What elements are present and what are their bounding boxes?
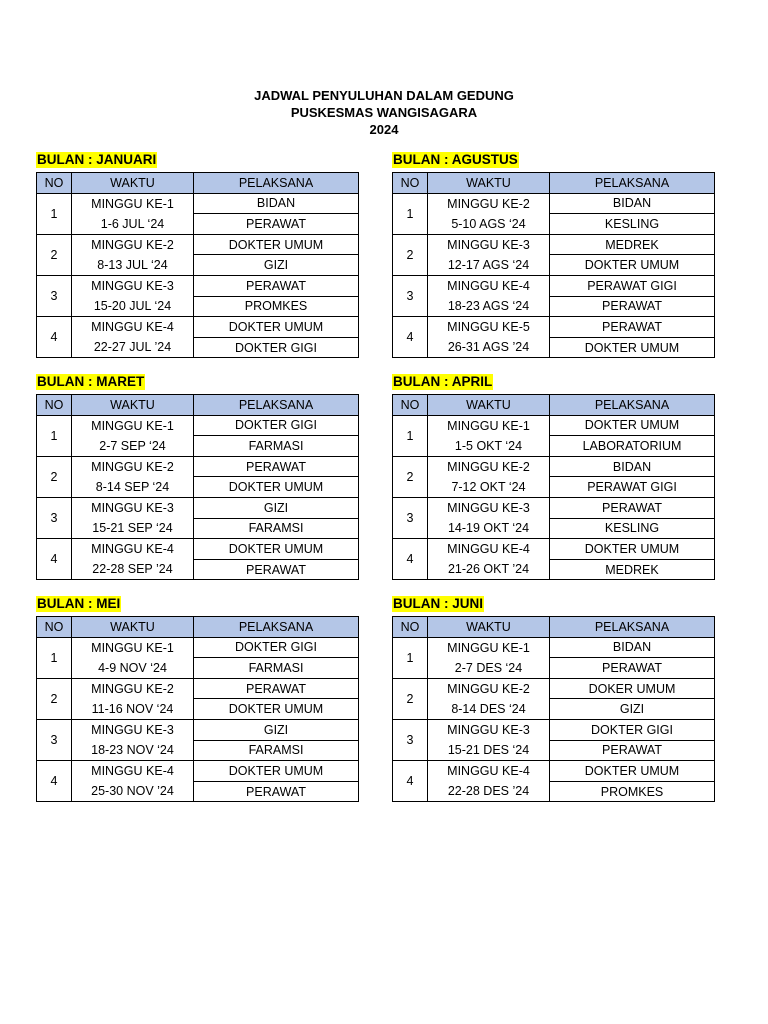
row-number: 3 (393, 497, 428, 538)
table-row (393, 255, 715, 276)
row-number: 3 (37, 497, 72, 538)
header-row (393, 395, 715, 416)
week-cell: MINGGU KE-4 (72, 761, 194, 782)
pelaksana-cell: FARMASI (194, 436, 359, 457)
header-row (37, 173, 359, 194)
schedule-maret (36, 373, 358, 580)
week-cell: MINGGU KE-4 (428, 275, 550, 296)
column-header-pelaksana: PELAKSANA (550, 395, 715, 416)
date-range-cell: 18-23 AGS ‘24 (428, 296, 550, 317)
pelaksana-cell: PERAWAT (550, 740, 715, 761)
table-row (393, 214, 715, 235)
column-header-pelaksana: PELAKSANA (550, 173, 715, 194)
week-cell: MINGGU KE-3 (428, 719, 550, 740)
pelaksana-cell: DOKTER UMUM (194, 234, 359, 255)
table-row (393, 497, 715, 518)
week-cell: MINGGU KE-2 (72, 456, 194, 477)
date-range-cell: 25-30 NOV ’24 (72, 781, 194, 802)
week-cell: MINGGU KE-3 (428, 497, 550, 518)
month-label: BULAN : JANUARI (37, 152, 157, 167)
schedule-table (392, 394, 715, 580)
date-range-cell: 11-16 NOV ‘24 (72, 699, 194, 720)
table-row (393, 699, 715, 720)
table-row (393, 518, 715, 539)
date-range-cell: 18-23 NOV ‘24 (72, 740, 194, 761)
pelaksana-cell: PERAWAT (550, 658, 715, 679)
table-row (37, 658, 359, 679)
title-line-1: JADWAL PENYULUHAN DALAM GEDUNG (254, 88, 514, 103)
column-header-waktu: WAKTU (428, 395, 550, 416)
pelaksana-cell: PERAWAT (194, 456, 359, 477)
schedule-mei (36, 595, 358, 802)
pelaksana-cell: FARMASI (194, 658, 359, 679)
row-number: 2 (37, 234, 72, 275)
pelaksana-cell: DOKTER UMUM (550, 539, 715, 560)
date-range-cell: 8-14 SEP ‘24 (72, 477, 194, 498)
table-row (37, 740, 359, 761)
column-header-pelaksana: PELAKSANA (550, 617, 715, 638)
table-row (37, 415, 359, 436)
date-range-cell: 1-6 JUL ‘24 (72, 214, 194, 235)
pelaksana-cell: BIDAN (550, 637, 715, 658)
table-row (37, 781, 359, 802)
pelaksana-cell: PERAWAT (550, 497, 715, 518)
table-row (37, 234, 359, 255)
row-number: 1 (393, 193, 428, 234)
row-number: 4 (37, 761, 72, 802)
table-row (37, 436, 359, 457)
column-header-no: NO (393, 617, 428, 638)
document-title (0, 87, 768, 138)
schedule-table (36, 172, 359, 358)
table-row (393, 296, 715, 317)
table-row (393, 317, 715, 338)
schedule-table (36, 616, 359, 802)
column-header-waktu: WAKTU (428, 617, 550, 638)
pelaksana-cell: DOKTER GIGI (194, 637, 359, 658)
month-label: BULAN : MARET (37, 374, 145, 389)
pelaksana-cell: GIZI (194, 255, 359, 276)
pelaksana-cell: MEDREK (550, 234, 715, 255)
date-range-cell: 4-9 NOV ‘24 (72, 658, 194, 679)
pelaksana-cell: DOKTER GIGI (194, 415, 359, 436)
row-number: 3 (393, 275, 428, 316)
pelaksana-cell: DOKTER UMUM (194, 539, 359, 560)
column-header-no: NO (37, 173, 72, 194)
week-cell: MINGGU KE-1 (72, 637, 194, 658)
table-row (393, 719, 715, 740)
pelaksana-cell: PERAWAT (550, 296, 715, 317)
column-header-waktu: WAKTU (72, 173, 194, 194)
table-row (393, 740, 715, 761)
table-row (393, 658, 715, 679)
row-number: 2 (393, 678, 428, 719)
date-range-cell: 14-19 OKT ‘24 (428, 518, 550, 539)
table-row (37, 719, 359, 740)
table-row (37, 456, 359, 477)
table-row (37, 699, 359, 720)
pelaksana-cell: PROMKES (194, 296, 359, 317)
pelaksana-cell: PERAWAT (194, 214, 359, 235)
row-number: 1 (37, 637, 72, 678)
date-range-cell: 22-27 JUL ’24 (72, 337, 194, 358)
table-row (393, 559, 715, 580)
pelaksana-cell: GIZI (194, 497, 359, 518)
row-number: 2 (393, 234, 428, 275)
table-row (37, 255, 359, 276)
table-row (393, 456, 715, 477)
column-header-pelaksana: PELAKSANA (194, 173, 359, 194)
table-row (37, 296, 359, 317)
week-cell: MINGGU KE-3 (72, 497, 194, 518)
schedule-table (392, 172, 715, 358)
header-row (393, 173, 715, 194)
month-label: BULAN : JUNI (393, 596, 483, 611)
table-row (393, 275, 715, 296)
pelaksana-cell: DOKTER UMUM (194, 477, 359, 498)
table-row (393, 539, 715, 560)
column-header-no: NO (393, 395, 428, 416)
date-range-cell: 2-7 SEP ‘24 (72, 436, 194, 457)
pelaksana-cell: DOKTER UMUM (194, 699, 359, 720)
date-range-cell: 22-28 DES ’24 (428, 781, 550, 802)
pelaksana-cell: BIDAN (550, 193, 715, 214)
schedule-juni (392, 595, 714, 802)
pelaksana-cell: LABORATORIUM (550, 436, 715, 457)
row-number: 2 (37, 678, 72, 719)
week-cell: MINGGU KE-4 (72, 317, 194, 338)
date-range-cell: 21-26 OKT ’24 (428, 559, 550, 580)
date-range-cell: 5-10 AGS ‘24 (428, 214, 550, 235)
pelaksana-cell: PERAWAT GIGI (550, 477, 715, 498)
pelaksana-cell: PERAWAT (194, 781, 359, 802)
table-row (37, 761, 359, 782)
week-cell: MINGGU KE-1 (428, 637, 550, 658)
week-cell: MINGGU KE-4 (428, 761, 550, 782)
date-range-cell: 15-21 DES ‘24 (428, 740, 550, 761)
schedule-april (392, 373, 714, 580)
header-row (37, 395, 359, 416)
table-row (37, 317, 359, 338)
week-cell: MINGGU KE-1 (428, 415, 550, 436)
week-cell: MINGGU KE-2 (428, 456, 550, 477)
table-row (393, 436, 715, 457)
row-number: 2 (393, 456, 428, 497)
week-cell: MINGGU KE-3 (72, 275, 194, 296)
table-row (393, 761, 715, 782)
row-number: 3 (393, 719, 428, 760)
pelaksana-cell: KESLING (550, 518, 715, 539)
pelaksana-cell: GIZI (550, 699, 715, 720)
pelaksana-cell: PERAWAT GIGI (550, 275, 715, 296)
table-row (37, 637, 359, 658)
row-number: 1 (37, 193, 72, 234)
date-range-cell: 12-17 AGS ‘24 (428, 255, 550, 276)
date-range-cell: 8-14 DES ‘24 (428, 699, 550, 720)
week-cell: MINGGU KE-4 (428, 539, 550, 560)
pelaksana-cell: DOKTER UMUM (194, 761, 359, 782)
schedule-agustus (392, 151, 714, 358)
column-header-no: NO (37, 395, 72, 416)
row-number: 4 (393, 539, 428, 580)
table-row (37, 518, 359, 539)
table-row (37, 497, 359, 518)
table-row (37, 559, 359, 580)
row-number: 1 (37, 415, 72, 456)
week-cell: MINGGU KE-2 (72, 234, 194, 255)
table-row (393, 193, 715, 214)
row-number: 4 (393, 317, 428, 358)
column-header-waktu: WAKTU (72, 395, 194, 416)
week-cell: MINGGU KE-2 (72, 678, 194, 699)
pelaksana-cell: DOKER UMUM (550, 678, 715, 699)
week-cell: MINGGU KE-3 (428, 234, 550, 255)
pelaksana-cell: DOKTER UMUM (194, 317, 359, 338)
row-number: 4 (37, 539, 72, 580)
week-cell: MINGGU KE-4 (72, 539, 194, 560)
column-header-waktu: WAKTU (428, 173, 550, 194)
column-header-pelaksana: PELAKSANA (194, 395, 359, 416)
pelaksana-cell: DOKTER UMUM (550, 761, 715, 782)
table-row (37, 337, 359, 358)
header-row (393, 617, 715, 638)
month-label: BULAN : APRIL (393, 374, 493, 389)
pelaksana-cell: DOKTER UMUM (550, 337, 715, 358)
table-row (393, 337, 715, 358)
pelaksana-cell: BIDAN (550, 456, 715, 477)
date-range-cell: 26-31 AGS ’24 (428, 337, 550, 358)
date-range-cell: 15-20 JUL ‘24 (72, 296, 194, 317)
pelaksana-cell: GIZI (194, 719, 359, 740)
pelaksana-cell: BIDAN (194, 193, 359, 214)
pelaksana-cell: DOKTER UMUM (550, 255, 715, 276)
table-row (393, 637, 715, 658)
month-label: BULAN : AGUSTUS (393, 152, 518, 167)
table-row (37, 678, 359, 699)
schedule-table (36, 394, 359, 580)
column-header-no: NO (393, 173, 428, 194)
table-row (37, 275, 359, 296)
pelaksana-cell: PERAWAT (194, 678, 359, 699)
date-range-cell: 2-7 DES ‘24 (428, 658, 550, 679)
pelaksana-cell: MEDREK (550, 559, 715, 580)
date-range-cell: 15-21 SEP ‘24 (72, 518, 194, 539)
row-number: 2 (37, 456, 72, 497)
table-row (393, 415, 715, 436)
header-row (37, 617, 359, 638)
table-row (393, 678, 715, 699)
pelaksana-cell: PERAWAT (194, 559, 359, 580)
pelaksana-cell: DOKTER UMUM (550, 415, 715, 436)
row-number: 1 (393, 415, 428, 456)
table-row (37, 193, 359, 214)
schedule-table (392, 616, 715, 802)
date-range-cell: 7-12 OKT ‘24 (428, 477, 550, 498)
schedule-januari (36, 151, 358, 358)
pelaksana-cell: DOKTER GIGI (194, 337, 359, 358)
week-cell: MINGGU KE-2 (428, 193, 550, 214)
date-range-cell: 8-13 JUL ‘24 (72, 255, 194, 276)
pelaksana-cell: FARAMSI (194, 518, 359, 539)
week-cell: MINGGU KE-2 (428, 678, 550, 699)
week-cell: MINGGU KE-1 (72, 193, 194, 214)
title-line-3: 2024 (369, 122, 399, 137)
month-label: BULAN : MEI (37, 596, 121, 611)
column-header-pelaksana: PELAKSANA (194, 617, 359, 638)
pelaksana-cell: PERAWAT (194, 275, 359, 296)
table-row (37, 214, 359, 235)
week-cell: MINGGU KE-1 (72, 415, 194, 436)
table-row (393, 477, 715, 498)
pelaksana-cell: DOKTER GIGI (550, 719, 715, 740)
row-number: 3 (37, 275, 72, 316)
week-cell: MINGGU KE-3 (72, 719, 194, 740)
row-number: 3 (37, 719, 72, 760)
table-row (37, 477, 359, 498)
pelaksana-cell: PERAWAT (550, 317, 715, 338)
pelaksana-cell: PROMKES (550, 781, 715, 802)
row-number: 4 (37, 317, 72, 358)
table-row (393, 234, 715, 255)
date-range-cell: 1-5 OKT ‘24 (428, 436, 550, 457)
column-header-no: NO (37, 617, 72, 638)
table-row (393, 781, 715, 802)
title-line-2: PUSKESMAS WANGISAGARA (290, 105, 478, 120)
pelaksana-cell: KESLING (550, 214, 715, 235)
pelaksana-cell: FARAMSI (194, 740, 359, 761)
column-header-waktu: WAKTU (72, 617, 194, 638)
row-number: 1 (393, 637, 428, 678)
week-cell: MINGGU KE-5 (428, 317, 550, 338)
row-number: 4 (393, 761, 428, 802)
date-range-cell: 22-28 SEP ’24 (72, 559, 194, 580)
table-row (37, 539, 359, 560)
